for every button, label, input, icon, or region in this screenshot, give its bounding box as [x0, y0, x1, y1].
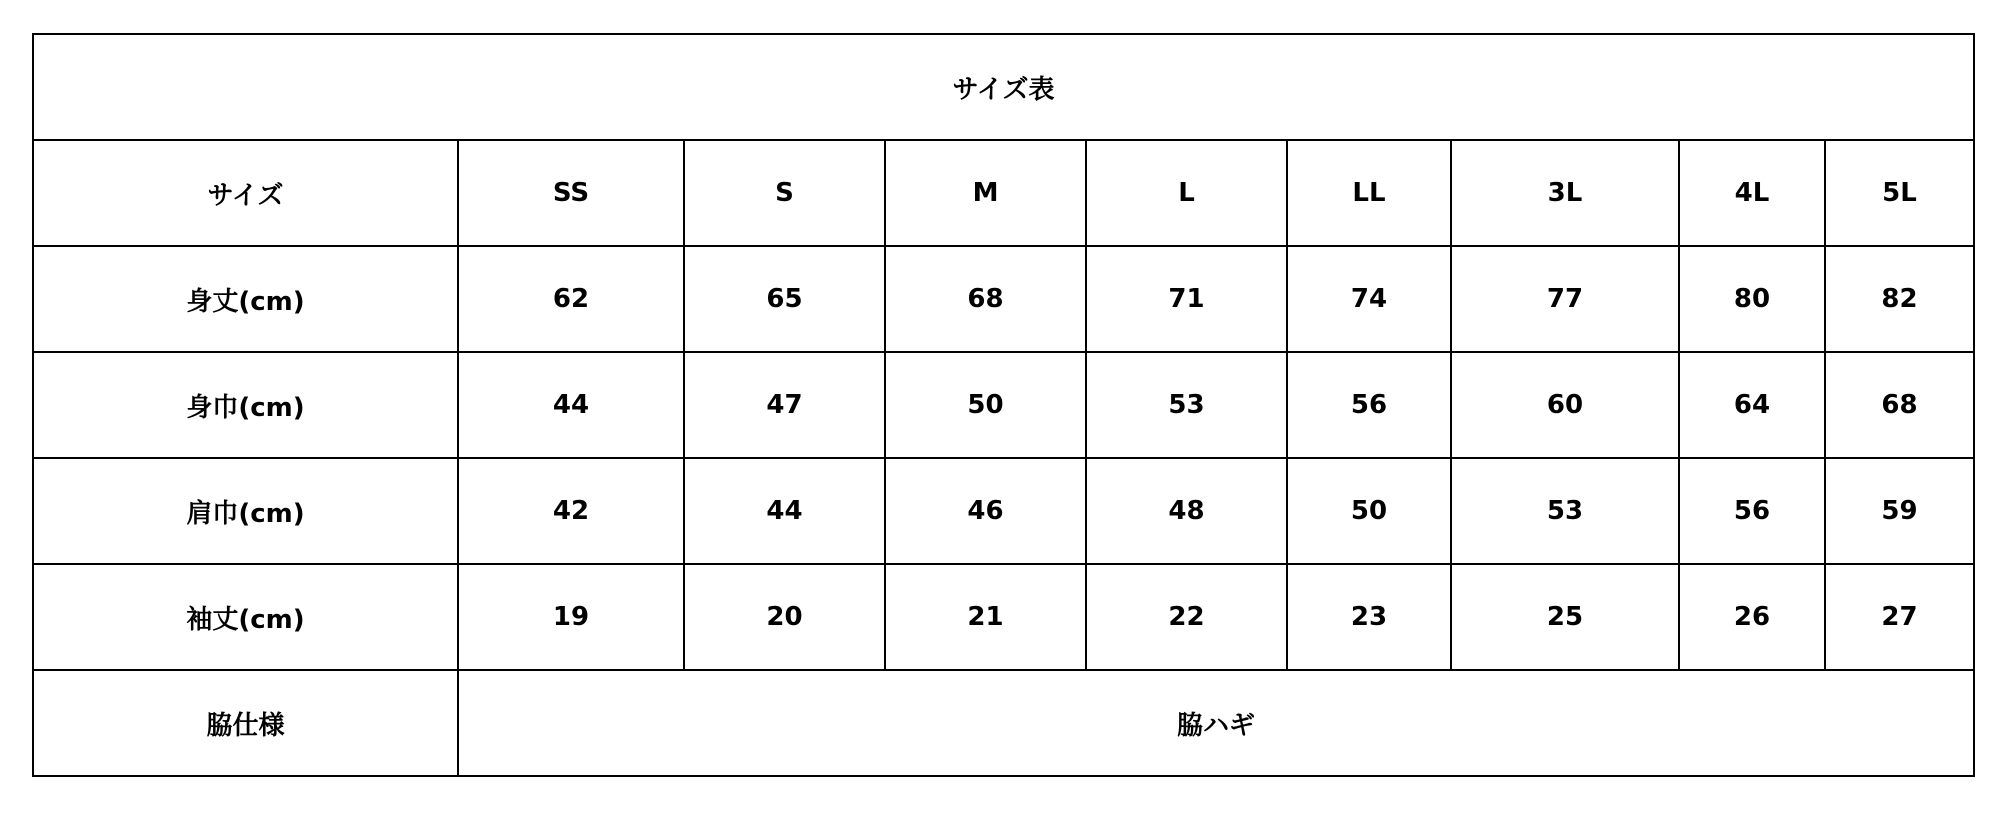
table-cell: 26 — [1679, 564, 1825, 670]
table-cell: 48 — [1086, 458, 1287, 564]
table-cell: 59 — [1825, 458, 1974, 564]
table-cell: 25 — [1451, 564, 1679, 670]
table-cell: 65 — [684, 246, 885, 352]
size-header-m: M — [885, 140, 1086, 246]
row-label-side-spec: 脇仕様 — [33, 670, 458, 776]
table-cell: 53 — [1086, 352, 1287, 458]
table-cell: 23 — [1287, 564, 1451, 670]
table-row-side-spec — [33, 670, 1974, 776]
table-cell: 56 — [1287, 352, 1451, 458]
size-header-ll: LL — [1287, 140, 1451, 246]
table-cell: 46 — [885, 458, 1086, 564]
table-row-shoulder-width — [33, 458, 1974, 564]
size-header-ss: SS — [458, 140, 684, 246]
table-cell: 20 — [684, 564, 885, 670]
table-cell: 44 — [684, 458, 885, 564]
size-header-label: サイズ — [33, 140, 458, 246]
table-row-sleeve-length — [33, 564, 1974, 670]
size-header-4l: 4L — [1679, 140, 1825, 246]
row-label-body-length: 身丈(cm) — [33, 246, 458, 352]
size-chart-table — [32, 33, 1975, 777]
table-cell: 56 — [1679, 458, 1825, 564]
side-spec-value: 脇ハギ — [458, 670, 1974, 776]
table-cell: 44 — [458, 352, 684, 458]
table-cell: 22 — [1086, 564, 1287, 670]
table-cell: 53 — [1451, 458, 1679, 564]
table-cell: 80 — [1679, 246, 1825, 352]
size-header-s: S — [684, 140, 885, 246]
table-cell: 82 — [1825, 246, 1974, 352]
table-title: サイズ表 — [33, 34, 1974, 140]
size-header-row — [33, 140, 1974, 246]
table-cell: 19 — [458, 564, 684, 670]
table-cell: 50 — [1287, 458, 1451, 564]
table-cell: 21 — [885, 564, 1086, 670]
table-cell: 47 — [684, 352, 885, 458]
table-cell: 27 — [1825, 564, 1974, 670]
table-cell: 77 — [1451, 246, 1679, 352]
table-cell: 68 — [885, 246, 1086, 352]
size-header-5l: 5L — [1825, 140, 1974, 246]
table-cell: 60 — [1451, 352, 1679, 458]
size-header-3l: 3L — [1451, 140, 1679, 246]
size-header-l: L — [1086, 140, 1287, 246]
table-row-body-width — [33, 352, 1974, 458]
table-cell: 74 — [1287, 246, 1451, 352]
table-row-body-length — [33, 246, 1974, 352]
table-cell: 62 — [458, 246, 684, 352]
table-cell: 42 — [458, 458, 684, 564]
row-label-body-width: 身巾(cm) — [33, 352, 458, 458]
row-label-sleeve-length: 袖丈(cm) — [33, 564, 458, 670]
table-cell: 50 — [885, 352, 1086, 458]
table-cell: 71 — [1086, 246, 1287, 352]
row-label-shoulder-width: 肩巾(cm) — [33, 458, 458, 564]
table-cell: 68 — [1825, 352, 1974, 458]
table-cell: 64 — [1679, 352, 1825, 458]
title-row — [33, 34, 1974, 140]
